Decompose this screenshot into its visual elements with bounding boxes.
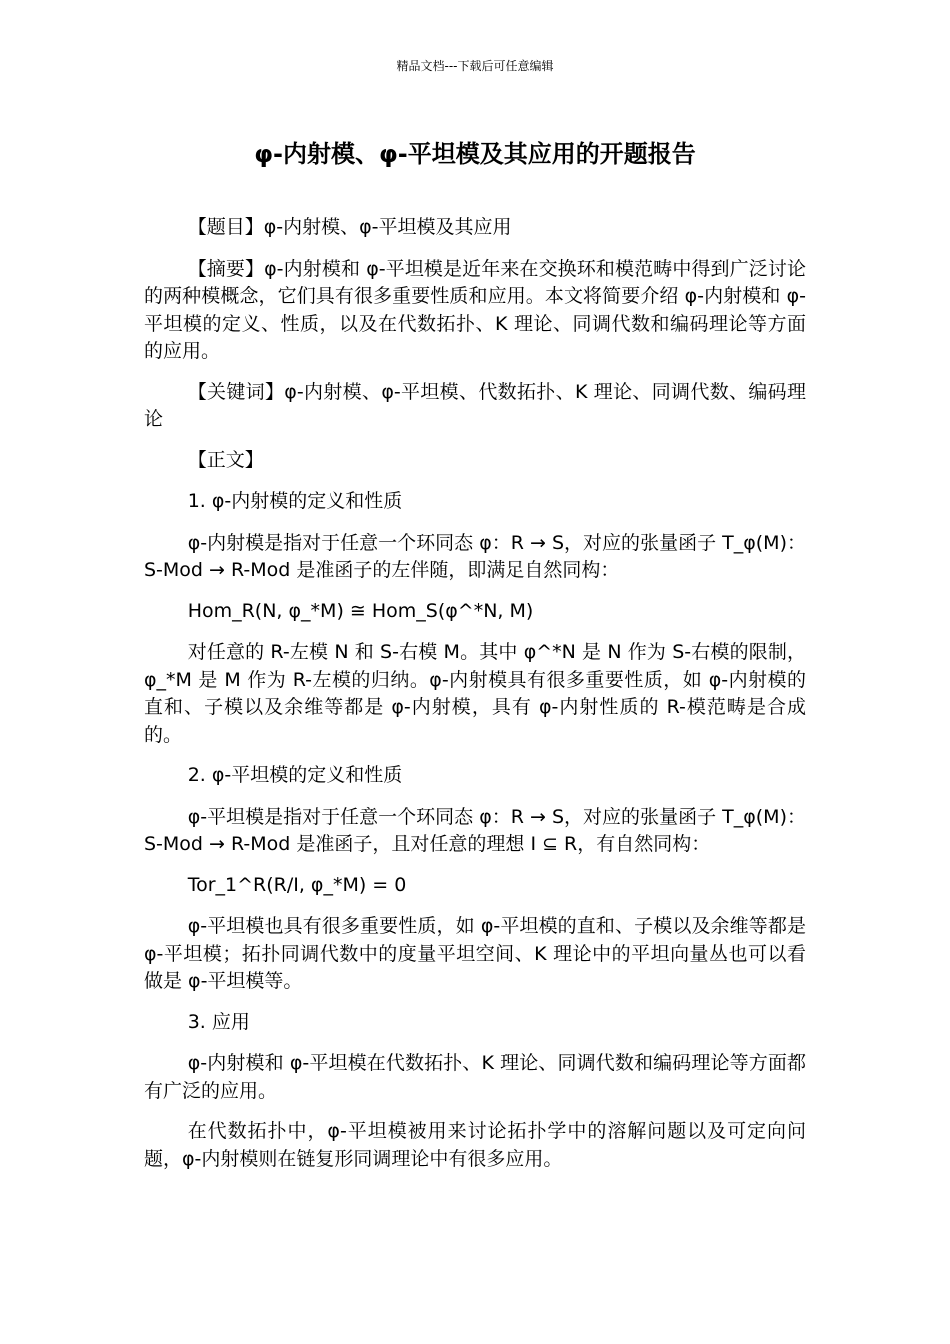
header-note: 精品文档---下载后可任意编辑 <box>396 59 554 73</box>
section-heading-2: 2. φ-平坦模的定义和性质 <box>187 764 403 786</box>
paragraph-topic: 【题目】φ-内射模、φ-平坦模及其应用 <box>187 216 512 238</box>
paragraph-injective-definition: φ-内射模是指对于任意一个环同态 φ：R → S，对应的张量函子 T_φ(M)：S-Mod → R-Mod 是准函子的左伴随，即满足自然同构： <box>144 531 806 581</box>
paragraph-applications-intro: φ-内射模和 φ-平坦模在代数拓扑、K 理论、同调代数和编码理论等方面都有广泛的应用。 <box>144 1052 806 1102</box>
formula-tor-vanishing: Tor_1^R(R/I, φ_*M) = 0 <box>187 873 407 896</box>
paragraph-flat-properties: φ-平坦模也具有很多重要性质，如 φ-平坦模的直和、子模以及余维等都是 φ-平坦模；拓扑同调代数中的度量平坦空间、K 理论中的平坦向量丛也可以看做是 φ-平坦模等。 <box>144 915 806 992</box>
paragraph-keywords: 【关键词】φ-内射模、φ-平坦模、代数拓扑、K 理论、同调代数、编码理论 <box>144 380 806 430</box>
paragraph-applications-topology: 在代数拓扑中，φ-平坦模被用来讨论拓扑学中的溶解问题以及可定向问题，φ-内射模则在链复形同调理论中有很多应用。 <box>144 1120 806 1170</box>
paragraph-abstract: 【摘要】φ-内射模和 φ-平坦模是近年来在交换环和模范畴中得到广泛讨论的两种模概念，它们具有很多重要性质和应用。本文将简要介绍 φ-内射模和 φ-平坦模的定义、性质，以及在代数拓扑、K 理论、同调代数和编码理论等方面的应用。 <box>144 257 806 362</box>
document-title: φ-内射模、φ-平坦模及其应用的开题报告 <box>254 140 696 168</box>
paragraph-flat-definition: φ-平坦模是指对于任意一个环同态 φ：R → S，对应的张量函子 T_φ(M)：S-Mod → R-Mod 是准函子，且对任意的理想 I ⊆ R，有自然同构： <box>144 805 806 855</box>
section-heading-3: 3. 应用 <box>187 1010 250 1033</box>
paragraph-body-heading: 【正文】 <box>187 448 264 471</box>
section-heading-1: 1. φ-内射模的定义和性质 <box>187 490 403 512</box>
formula-hom-isomorphism: Hom_R(N, φ_*M) ≅ Hom_S(φ^*N, M) <box>187 599 534 622</box>
paragraph-injective-properties: 对任意的 R-左模 N 和 S-右模 M。其中 φ^*N 是 N 作为 S-右模的限制，φ_*M 是 M 作为 R-左模的归纳。φ-内射模具有很多重要性质，如 φ-内射模的直和、子模以及余维等都是 φ-内射模，具有 φ-内射性质的 R-模范畴是合成的。 <box>144 641 806 746</box>
document-body <box>144 214 806 1186</box>
